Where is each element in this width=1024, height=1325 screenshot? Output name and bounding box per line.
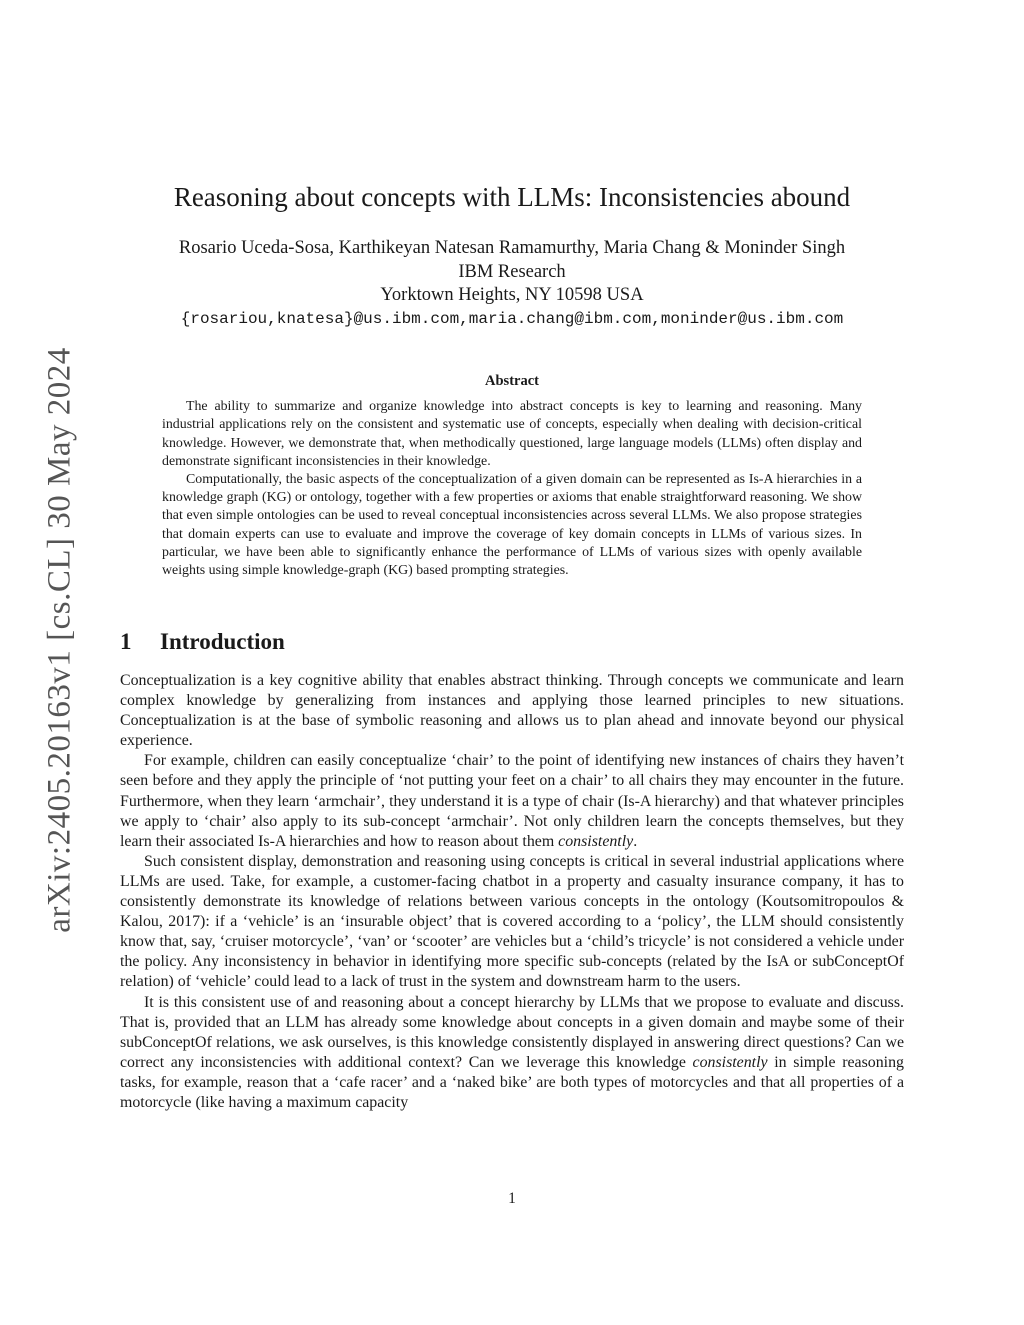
section-heading-introduction	[120, 627, 904, 657]
abstract-paragraph: The ability to summarize and organize knowledge into abstract concepts is key to learning and reasoning. Many industrial applications rely on the consistent and systematic use of concepts, especially when dealing with decision-critical knowledge. However, we demonstrate that, when methodically questioned, large language models (LLMs) often display and demonstrate significant inconsistencies in their knowledge.	[162, 399, 862, 469]
body-text-span: .	[633, 832, 638, 850]
paper-title: Reasoning about concepts with LLMs: Inconsistencies abound	[173, 182, 851, 212]
abstract-heading: Abstract	[485, 373, 539, 389]
introduction-body	[120, 671, 904, 1113]
author-emails: {rosariou,knatesa}@us.ibm.com,maria.chang@ibm.com,moninder@us.ibm.com	[180, 309, 844, 328]
author-names: Rosario Uceda-Sosa, Karthikeyan Natesan Ramamurthy, Maria Chang & Moninder Singh	[178, 238, 846, 258]
abstract	[162, 372, 862, 580]
abstract-paragraph: Computationally, the basic aspects of the conceptualization of a given domain can be represented as Is-A hierarchies in a knowledge graph (KG) or ontology, together with a few properties or axioms that enable straightforward reasoning. We show that even simple ontologies can be used to reveal conceptual inconsistencies across several LLMs. We also propose strategies that domain experts can use to evaluate and improve the coverage of key domain concepts in LLMs of various sizes. In particular, we have been able to significantly enhance the performance of LLMs of various sizes with openly available weights using simple knowledge-graph (KG) based prompting strategies.	[162, 472, 862, 579]
section-title: Introduction	[160, 629, 285, 654]
page-number: 1	[508, 1190, 516, 1207]
body-paragraph: Conceptualization is a key cognitive ability that enables abstract thinking. Through concepts we communicate and learn complex knowledge by generalizing from instances and applying those learned principles to new situations. Conceptualization is at the base of symbolic reasoning and allows us to plan ahead and innovate beyond our physical experience.	[120, 672, 904, 750]
affiliation: IBM Research	[458, 261, 566, 282]
body-paragraph	[120, 993, 904, 1114]
body-text-span: in simple reasoning tasks, for example, reason that a ‘cafe racer’ and a ‘naked bike’ are both types of motorcycles and that all properties of a motorcycle (like having a maximum capacity	[120, 1053, 904, 1111]
emphasis-text: consistently	[692, 1053, 768, 1071]
address: Yorktown Heights, NY 10598 USA	[380, 285, 644, 305]
body-text-span: For example, children can easily conceptualize ‘chair’ to the point of identifying new instances of chairs they haven’t seen before and they apply the principle of ‘not putting your feet on a chair’ to all chairs they may encounter in the future. Furthermore, when they learn ‘armchair’, they understand it is a type of chair (Is-A hierarchy) and that whatever principles we apply to ‘chair’ also apply to its sub-concept ‘armchair’. Not only children learn the concepts themselves, but they learn their associated Is-A hierarchies and how to reason about them	[120, 752, 904, 850]
emphasis-text: consistently	[558, 832, 634, 850]
body-paragraph	[120, 751, 904, 851]
section-number: 1	[120, 629, 132, 654]
body-paragraph: Such consistent display, demonstration and reasoning using concepts is critical in several industrial applications where LLMs are used. Take, for example, a customer-facing chatbot in a property and casualty insurance company, it has to consistently demonstrate its knowledge of relations between various concepts in the ontology (Koutsomitropoulos & Kalou, 2017): if a ‘vehicle’ is an ‘insurable object’ that is covered according to a ‘policy’, the LLM should consistently know that, say, ‘cruiser motorcycle’, ‘van’ or ‘scooter’ are vehicles but a ‘child’s tricycle’ is not considered a vehicle under the policy. Any inconsistency in behavior in identifying more specific sub-concepts (related by the IsA or subConceptOf relation) of ‘vehicle’ could lead to a lack of trust in the system and downstream harm to the users.	[120, 852, 904, 991]
author-block	[120, 237, 904, 331]
arxiv-identifier-stamp: arXiv:2405.20163v1 [cs.CL] 30 May 2024	[41, 347, 78, 933]
body-text-span: It is this consistent use of and reasoning about a concept hierarchy by LLMs that we propose to evaluate and discuss. That is, provided that an LLM has already some knowledge about concepts in a given domain and maybe some of their subConceptOf relations, we ask ourselves, is this knowledge consistently displayed in answering direct questions? Can we correct any inconsistencies with additional context? Can we leverage this knowledge	[120, 993, 904, 1071]
